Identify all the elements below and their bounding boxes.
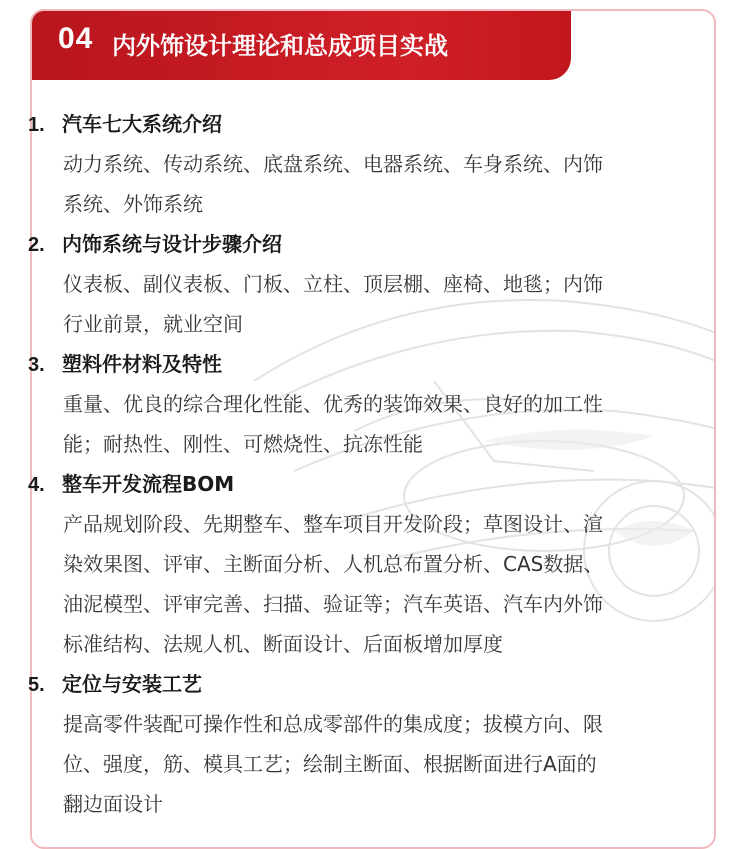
item-description [63,384,663,464]
list-item [28,104,668,224]
list-item [28,224,668,344]
item-number: 4. [28,474,45,496]
item-heading [28,464,668,504]
description-line: 仪表板、副仪表板、门板、立柱、顶层棚、座椅、地毯；内饰 [63,272,603,296]
description-line: 系统、外饰系统 [63,192,203,216]
description-line: 染效果图、评审、主断面分析、人机总布置分析、CAS数据、 [63,552,604,576]
list-item [28,344,668,464]
description-line: 能；耐热性、刚性、可燃烧性、抗冻性能 [63,432,423,456]
description-line: 标准结构、法规人机、断面设计、后面板增加厚度 [63,632,503,656]
description-line: 位、强度，筋、模具工艺；绘制主断面、根据断面进行A面的 [63,752,597,776]
item-heading [28,224,668,264]
topic-list [28,104,668,824]
description-line: 重量、优良的综合理化性能、优秀的装饰效果、良好的加工性 [63,392,603,416]
description-line: 动力系统、传动系统、底盘系统、电器系统、车身系统、内饰 [63,152,603,176]
item-number: 2. [28,234,45,256]
item-number: 3. [28,354,45,376]
list-item [28,464,668,664]
item-heading [28,664,668,704]
item-heading [28,344,668,384]
item-description [63,144,663,224]
list-item [28,664,668,824]
item-description [63,264,663,344]
description-line: 油泥模型、评审完善、扫描、验证等；汽车英语、汽车内外饰 [63,592,603,616]
item-title: 定位与安装工艺 [62,672,202,696]
section-header [30,9,571,80]
item-number: 5. [28,674,45,696]
item-title: 汽车七大系统介绍 [62,112,222,136]
item-description [63,704,663,824]
item-heading [28,104,668,144]
item-title: 塑料件材料及特性 [62,352,222,376]
item-description [63,504,663,664]
description-line: 产品规划阶段、先期整车、整车项目开发阶段；草图设计、渲 [63,512,603,536]
section-title: 内外饰设计理论和总成项目实战 [112,32,448,60]
description-line: 翻边面设计 [63,792,163,816]
item-title: 内饰系统与设计步骤介绍 [62,232,282,256]
description-line: 提高零件装配可操作性和总成零部件的集成度；拔模方向、限 [63,712,603,736]
section-number: 04 [58,22,94,55]
item-number: 1. [28,114,45,136]
item-title: 整车开发流程BOM [62,472,235,496]
description-line: 行业前景，就业空间 [63,312,243,336]
